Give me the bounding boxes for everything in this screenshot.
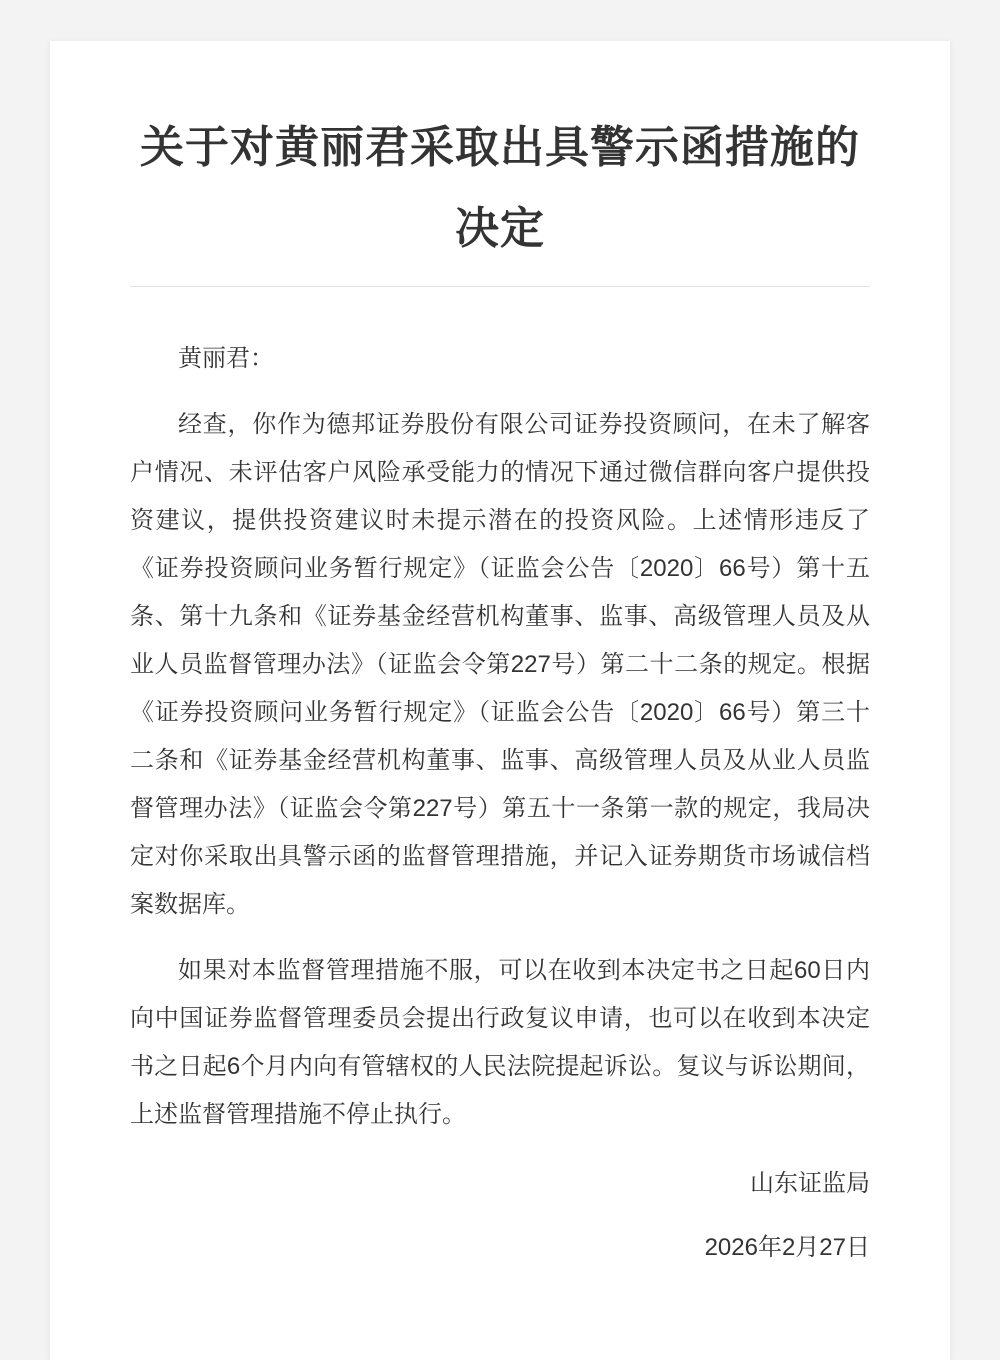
body-paragraph-findings: 经查，你作为德邦证券股份有限公司证券投资顾问，在未了解客户情况、未评估客户风险承受能力的情况下通过微信群向客户提供投资建议，提供投资建议时未提示潜在的投资风险。上述情形违反了《证券投资顾问业务暂行规定》（证监会公告〔2020〕66号）第十五条、第十九条和《证券基金经营机构董事、监事、高级管理人员及从业人员监督管理办法》（证监会令第227号）第二十二条的规定。根据《证券投资顾问业务暂行规定》（证监会公告〔2020〕66号）第三十二条和《证券基金经营机构董事、监事、高级管理人员及从业人员监督管理办法》（证监会令第227号）第五十一条第一款的规定，我局决定对你采取出具警示函的监督管理措施，并记入证券期货市场诚信档案数据库。 (130, 411, 870, 918)
issuer-signature: 山东证监局 (750, 1170, 870, 1197)
issue-date: 2026年2月27日 (704, 1234, 870, 1261)
document-title: 关于对黄丽君采取出具警示函措施的决定 (140, 123, 860, 253)
title-divider (130, 286, 870, 287)
salutation: 黄丽君： (178, 345, 274, 372)
body-paragraph-appeal-rights: 如果对本监督管理措施不服，可以在收到本决定书之日起60日内向中国证券监督管理委员会提出行政复议申请，也可以在收到本决定书之日起6个月内向有管辖权的人民法院提起诉讼。复议与诉讼期间，上述监督管理措施不停止执行。 (130, 957, 870, 1128)
document-card (50, 41, 950, 1360)
